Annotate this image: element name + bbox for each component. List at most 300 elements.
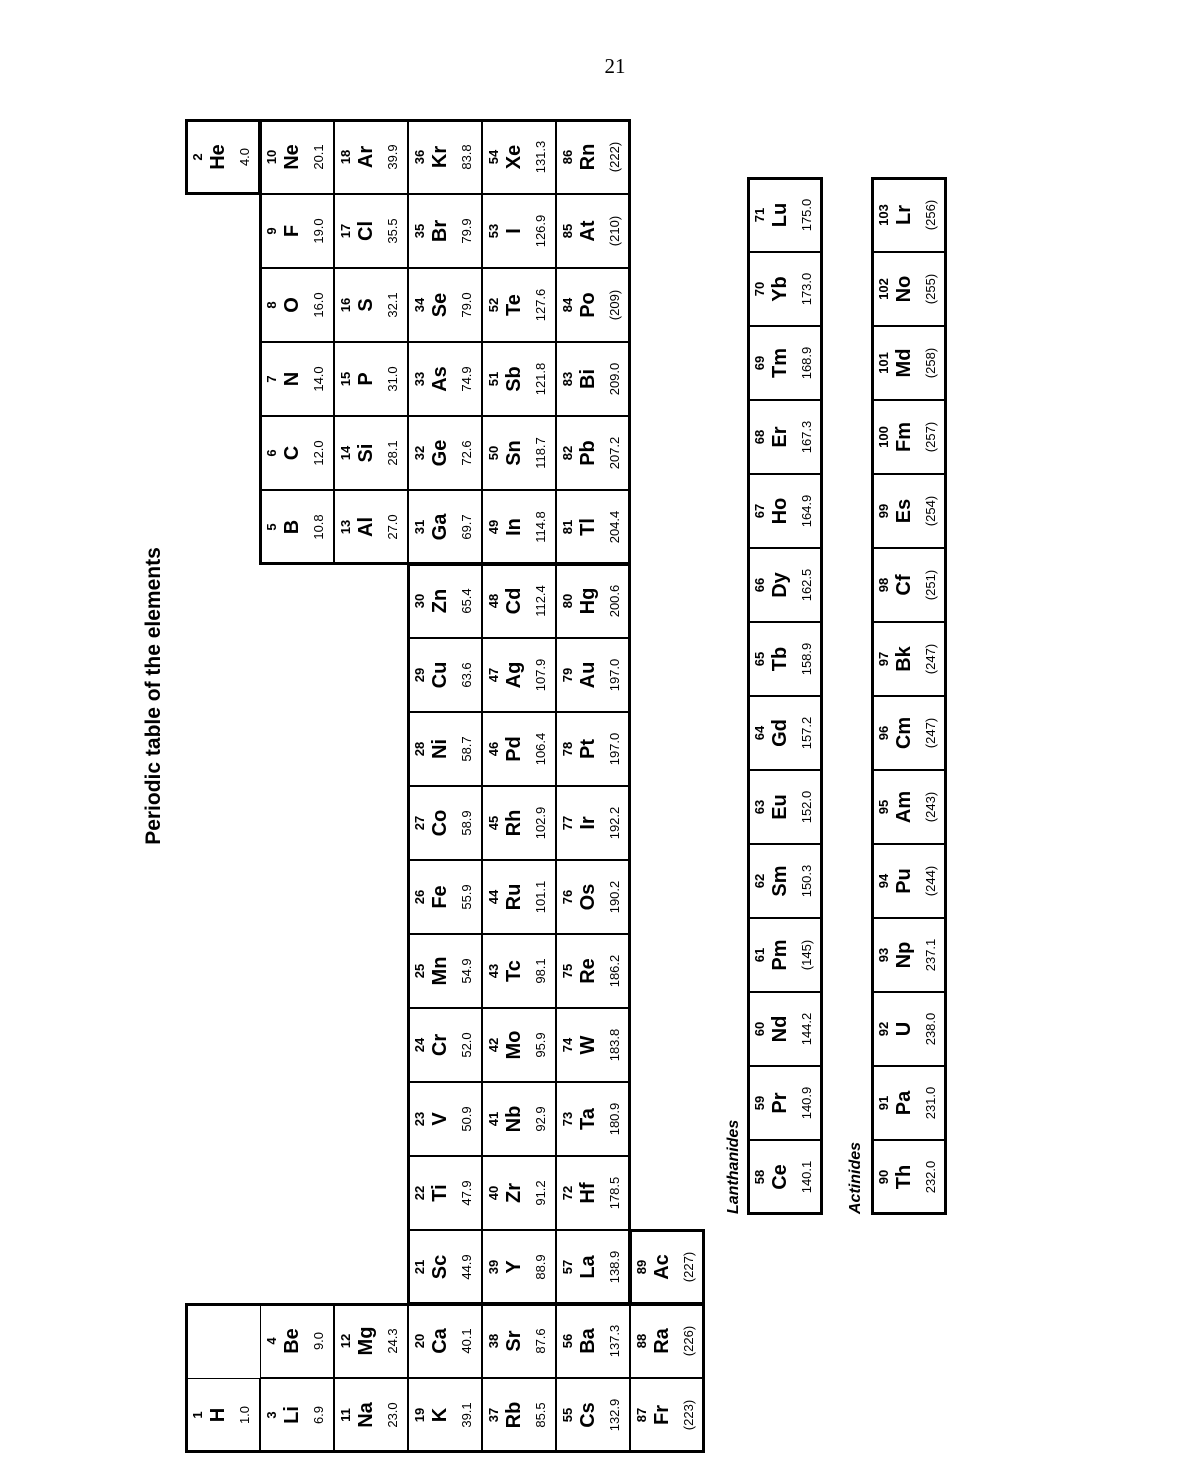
element-symbol: Er [769, 426, 791, 448]
element-symbol: Rn [577, 143, 599, 171]
atomic-mass: 138.9 [607, 1250, 622, 1284]
atomic-mass: (251) [923, 569, 938, 601]
element-cell-ir [556, 786, 630, 860]
atomic-number: 8 [264, 301, 279, 309]
atomic-number: 100 [876, 426, 891, 448]
atomic-number: 21 [412, 1259, 427, 1275]
element-cell-mg [334, 1304, 408, 1378]
atomic-number: 44 [486, 889, 501, 905]
element-cell-c [260, 416, 334, 490]
atomic-number: 35 [412, 223, 427, 239]
element-symbol: Ar [355, 145, 377, 169]
atomic-mass: 79.9 [459, 218, 474, 244]
atomic-mass: 107.9 [533, 658, 548, 692]
atomic-number: 76 [560, 889, 575, 905]
element-cell-he [186, 120, 260, 194]
element-cell-in [482, 490, 556, 564]
atomic-number: 63 [752, 799, 767, 815]
element-cell-ar [334, 120, 408, 194]
element-cell-mo [482, 1008, 556, 1082]
atomic-mass: 232.0 [923, 1160, 938, 1194]
element-symbol: Bk [893, 646, 915, 672]
element-cell-fm [872, 400, 946, 474]
element-cell-al [334, 490, 408, 564]
atomic-number: 27 [412, 815, 427, 831]
element-cell-rh [482, 786, 556, 860]
element-symbol: V [429, 1112, 451, 1126]
atomic-number: 9 [264, 227, 279, 235]
atomic-number: 102 [876, 278, 891, 300]
element-cell-pr [748, 1066, 822, 1140]
element-symbol: Br [429, 219, 451, 243]
atomic-mass: 126.9 [533, 214, 548, 248]
element-symbol: Se [429, 292, 451, 318]
element-symbol: Rb [503, 1401, 525, 1429]
element-cell-v [408, 1082, 482, 1156]
element-symbol: As [429, 366, 451, 392]
atomic-mass: (226) [681, 1325, 696, 1357]
element-symbol: Ni [429, 739, 451, 759]
element-symbol: Sb [503, 366, 525, 392]
element-symbol: N [281, 371, 303, 387]
atomic-number: 43 [486, 963, 501, 979]
atomic-mass: 204.4 [607, 510, 622, 544]
page-number: 21 [604, 54, 626, 78]
atomic-number: 95 [876, 799, 891, 815]
element-symbol: I [503, 228, 525, 234]
element-cell-ho [748, 474, 822, 548]
atomic-number: 34 [412, 297, 427, 313]
atomic-mass: 157.2 [799, 716, 814, 750]
atomic-mass: 24.3 [385, 1328, 400, 1354]
atomic-number: 1 [190, 1411, 205, 1419]
element-symbol: Cm [893, 716, 915, 750]
element-symbol: Cd [503, 587, 525, 615]
element-symbol: Hf [577, 1182, 599, 1204]
element-cell-na [334, 1378, 408, 1452]
atomic-number: 74 [560, 1037, 575, 1053]
element-symbol: Ge [429, 439, 451, 467]
atomic-number: 19 [412, 1407, 427, 1423]
element-cell-ti [408, 1156, 482, 1230]
atomic-mass: 55.9 [459, 884, 474, 910]
element-cell-li [260, 1378, 334, 1452]
atomic-number: 67 [752, 503, 767, 519]
element-cell-sn [482, 416, 556, 490]
element-cell-kr [408, 120, 482, 194]
atomic-mass: 162.5 [799, 568, 814, 602]
element-cell-po [556, 268, 630, 342]
atomic-mass: 14.0 [311, 366, 326, 392]
element-cell-hg [556, 564, 630, 638]
element-symbol: Nd [769, 1015, 791, 1043]
element-symbol: Ta [577, 1108, 599, 1130]
element-symbol: Np [893, 941, 915, 969]
element-cell-pd [482, 712, 556, 786]
atomic-number: 60 [752, 1021, 767, 1037]
element-symbol: Kr [429, 145, 451, 169]
lanthanides-label: Lanthanides [725, 1119, 742, 1214]
element-symbol: C [281, 445, 303, 461]
element-symbol: Ac [651, 1254, 673, 1280]
element-symbol: Hg [577, 587, 599, 615]
atomic-number: 94 [876, 873, 891, 889]
element-symbol: Lr [893, 205, 915, 225]
element-symbol: Yb [769, 276, 791, 302]
element-cell-eu [748, 770, 822, 844]
element-symbol: Pr [769, 1092, 791, 1114]
atomic-mass: 180.9 [607, 1102, 622, 1136]
atomic-number: 39 [486, 1259, 501, 1275]
atomic-mass: 192.2 [607, 806, 622, 840]
element-cell-nd [748, 992, 822, 1066]
atomic-mass: 10.8 [311, 514, 326, 540]
element-symbol: Li [281, 1406, 303, 1424]
atomic-mass: 132.9 [607, 1398, 622, 1432]
element-symbol: Rh [503, 809, 525, 837]
element-symbol: Es [893, 498, 915, 524]
atomic-mass: 231.0 [923, 1086, 938, 1120]
atomic-mass: 95.9 [533, 1032, 548, 1058]
atomic-number: 49 [486, 519, 501, 535]
element-cell-ca [408, 1304, 482, 1378]
element-symbol: Sm [769, 865, 791, 897]
atomic-mass: 52.0 [459, 1032, 474, 1058]
element-cell-hf [556, 1156, 630, 1230]
atomic-number: 80 [560, 593, 575, 609]
element-cell-o [260, 268, 334, 342]
atomic-number: 79 [560, 667, 575, 683]
element-cell-rn [556, 120, 630, 194]
element-cell-bk [872, 622, 946, 696]
atomic-number: 17 [338, 223, 353, 239]
element-symbol: Ga [429, 513, 451, 541]
atomic-number: 68 [752, 429, 767, 445]
atomic-number: 98 [876, 577, 891, 593]
element-cell-os [556, 860, 630, 934]
element-symbol: Fr [651, 1405, 673, 1425]
atomic-mass: 63.6 [459, 662, 474, 688]
atomic-number: 47 [486, 667, 501, 683]
element-symbol: Cl [355, 221, 377, 241]
element-symbol: K [429, 1407, 451, 1423]
atomic-mass: 112.4 [533, 585, 548, 617]
atomic-number: 29 [412, 667, 427, 683]
element-symbol: U [893, 1021, 915, 1037]
atomic-mass: 137.3 [607, 1324, 622, 1358]
atomic-mass: 6.9 [311, 1405, 326, 1425]
element-cell-w [556, 1008, 630, 1082]
element-symbol: Sc [429, 1254, 451, 1280]
element-cell-br [408, 194, 482, 268]
element-symbol: Ra [651, 1328, 673, 1354]
element-cell-pb [556, 416, 630, 490]
atomic-mass: 58.9 [459, 810, 474, 836]
element-cell-np [872, 918, 946, 992]
element-symbol: Ce [769, 1164, 791, 1190]
atomic-mass: 118.7 [533, 437, 548, 469]
atomic-mass: (254) [923, 495, 938, 527]
element-cell-sc [408, 1230, 482, 1304]
element-cell-cr [408, 1008, 482, 1082]
atomic-number: 69 [752, 355, 767, 371]
element-cell-no [872, 252, 946, 326]
atomic-mass: (222) [607, 141, 622, 173]
element-symbol: Dy [769, 572, 791, 598]
element-cell-la [556, 1230, 630, 1304]
atomic-number: 20 [412, 1333, 427, 1349]
element-cell-sm [748, 844, 822, 918]
atomic-number: 16 [338, 297, 353, 313]
atomic-mass: 178.5 [607, 1176, 622, 1210]
atomic-number: 28 [412, 741, 427, 757]
atomic-number: 52 [486, 297, 501, 313]
atomic-mass: 40.1 [459, 1328, 474, 1354]
element-symbol: Os [577, 883, 599, 911]
element-cell-se [408, 268, 482, 342]
atomic-mass: 92.9 [533, 1106, 548, 1132]
atomic-mass: 28.1 [385, 440, 400, 466]
atomic-number: 71 [752, 207, 767, 223]
element-cell-gd [748, 696, 822, 770]
element-cell-y [482, 1230, 556, 1304]
element-symbol: Cs [577, 1402, 599, 1428]
element-symbol: Na [355, 1402, 377, 1428]
atomic-mass: 54.9 [459, 958, 474, 984]
atomic-mass: 175.0 [799, 198, 814, 232]
element-symbol: Mg [355, 1326, 377, 1356]
element-symbol: Re [577, 958, 599, 984]
element-cell-te [482, 268, 556, 342]
element-cell-zr [482, 1156, 556, 1230]
atomic-number: 59 [752, 1095, 767, 1111]
element-cell-u [872, 992, 946, 1066]
element-symbol: Au [577, 661, 599, 689]
atomic-mass: 197.0 [607, 658, 622, 692]
element-cell-dy [748, 548, 822, 622]
element-cell-fr [630, 1378, 704, 1452]
atomic-mass: 31.0 [385, 366, 400, 392]
atomic-number: 11 [338, 1408, 353, 1422]
element-symbol: Nb [503, 1105, 525, 1133]
element-symbol: He [207, 144, 229, 170]
element-symbol: Pd [503, 736, 525, 762]
element-symbol: Te [503, 294, 525, 316]
atomic-number: 91 [876, 1095, 891, 1111]
element-symbol: Cu [429, 661, 451, 689]
element-cell-cf [872, 548, 946, 622]
element-symbol: Bi [577, 369, 599, 389]
atomic-number: 25 [412, 963, 427, 979]
atomic-number: 83 [560, 371, 575, 387]
page-title: Periodic table of the elements [142, 547, 165, 845]
element-symbol: W [577, 1035, 599, 1055]
element-symbol: Ba [577, 1328, 599, 1354]
atomic-mass: 20.1 [311, 144, 326, 170]
element-symbol: Eu [769, 794, 791, 820]
element-symbol: Ne [281, 144, 303, 170]
atomic-number: 56 [560, 1333, 575, 1349]
atomic-mass: (247) [923, 643, 938, 675]
atomic-number: 54 [486, 149, 501, 165]
atomic-mass: 39.1 [459, 1402, 474, 1428]
element-symbol: Am [893, 790, 915, 824]
atomic-number: 6 [264, 449, 279, 457]
element-symbol: Pu [893, 868, 915, 894]
element-cell-lr [872, 178, 946, 252]
atomic-number: 12 [338, 1333, 353, 1349]
atomic-mass: 101.1 [533, 880, 548, 914]
atomic-mass: 83.8 [459, 144, 474, 170]
element-symbol: Sr [503, 1330, 525, 1352]
atomic-mass: 237.1 [923, 938, 938, 972]
element-symbol: Fm [893, 422, 915, 452]
atomic-mass: 140.9 [799, 1086, 814, 1120]
element-cell-ru [482, 860, 556, 934]
atomic-number: 46 [486, 741, 501, 757]
atomic-number: 87 [634, 1407, 649, 1423]
element-symbol: Zn [429, 588, 451, 614]
atomic-number: 3 [264, 1411, 279, 1419]
element-symbol: Zr [503, 1183, 525, 1203]
element-cell-ba [556, 1304, 630, 1378]
element-cell-at [556, 194, 630, 268]
element-cell-ne [260, 120, 334, 194]
atomic-mass: (256) [923, 199, 938, 231]
atomic-mass: 87.6 [533, 1328, 548, 1354]
atomic-number: 90 [876, 1169, 891, 1185]
element-symbol: Ag [503, 661, 525, 689]
element-cell-fe [408, 860, 482, 934]
atomic-number: 36 [412, 149, 427, 165]
atomic-number: 48 [486, 593, 501, 609]
atomic-mass: (223) [681, 1399, 696, 1431]
atomic-number: 40 [486, 1185, 501, 1201]
element-cell-au [556, 638, 630, 712]
atomic-number: 41 [486, 1111, 501, 1127]
element-symbol: Tb [769, 646, 791, 672]
element-symbol: La [577, 1255, 599, 1279]
atomic-mass: (247) [923, 717, 938, 749]
element-symbol: Si [355, 443, 377, 463]
atomic-number: 82 [560, 445, 575, 461]
element-cell-pu [872, 844, 946, 918]
atomic-mass: 150.3 [799, 864, 814, 898]
atomic-number: 57 [560, 1259, 575, 1275]
atomic-mass: 32.1 [385, 292, 400, 318]
atomic-mass: 79.0 [459, 292, 474, 318]
atomic-number: 96 [876, 725, 891, 741]
atomic-mass: 209.0 [607, 362, 622, 396]
atomic-mass: 44.9 [459, 1254, 474, 1280]
atomic-mass: 152.0 [799, 790, 814, 824]
element-cell-sr [482, 1304, 556, 1378]
atomic-number: 37 [486, 1407, 501, 1423]
atomic-mass: 1.0 [237, 1405, 252, 1425]
atomic-mass: 4.0 [237, 147, 252, 167]
atomic-number: 75 [560, 963, 575, 979]
atomic-mass: 74.9 [459, 366, 474, 392]
atomic-number: 61 [752, 947, 767, 963]
element-symbol: F [281, 224, 303, 238]
element-symbol: At [577, 220, 599, 242]
element-cell-es [872, 474, 946, 548]
atomic-mass: 131.3 [533, 140, 548, 174]
atomic-mass: 19.0 [311, 218, 326, 244]
atomic-number: 42 [486, 1037, 501, 1053]
atomic-mass: 140.1 [799, 1160, 814, 1194]
element-cell-f [260, 194, 334, 268]
atomic-mass: 114.8 [533, 511, 548, 543]
element-cell-cs [556, 1378, 630, 1452]
atomic-mass: 197.0 [607, 732, 622, 766]
element-cell-am [872, 770, 946, 844]
element-cell-ag [482, 638, 556, 712]
atomic-mass: 167.3 [799, 420, 814, 454]
element-symbol: O [281, 297, 303, 313]
atomic-number: 33 [412, 371, 427, 387]
atomic-mass: 47.9 [459, 1180, 474, 1206]
element-symbol: P [355, 372, 377, 386]
element-cell-lu [748, 178, 822, 252]
atomic-mass: 58.7 [459, 736, 474, 762]
atomic-number: 45 [486, 815, 501, 831]
element-cell-ga [408, 490, 482, 564]
element-symbol: Pb [577, 440, 599, 466]
atomic-number: 70 [752, 281, 767, 297]
atomic-mass: 98.1 [533, 958, 548, 984]
element-cell-cu [408, 638, 482, 712]
element-cell-zn [408, 564, 482, 638]
element-symbol: Y [503, 1260, 525, 1274]
element-symbol: Cr [429, 1033, 451, 1057]
atomic-mass: 27.0 [385, 514, 400, 540]
atomic-number: 15 [338, 371, 353, 387]
atomic-mass: 69.7 [459, 514, 474, 540]
atomic-mass: 9.0 [311, 1331, 326, 1351]
element-cell-cd [482, 564, 556, 638]
element-symbol: In [503, 518, 525, 536]
atomic-number: 26 [412, 889, 427, 905]
element-symbol: Pm [769, 939, 791, 971]
element-symbol: Ti [429, 1184, 451, 1202]
atomic-number: 78 [560, 741, 575, 757]
element-symbol: Po [577, 292, 599, 318]
element-symbol: Gd [769, 719, 791, 747]
element-cell-si [334, 416, 408, 490]
element-cell-bi [556, 342, 630, 416]
atomic-number: 23 [412, 1111, 427, 1127]
atomic-number: 72 [560, 1185, 575, 1201]
atomic-number: 24 [412, 1037, 427, 1053]
element-cell-tm [748, 326, 822, 400]
atomic-number: 101 [876, 352, 891, 374]
element-cell-pm [748, 918, 822, 992]
element-symbol: Pa [893, 1090, 915, 1116]
element-cell-n [260, 342, 334, 416]
element-cell-ge [408, 416, 482, 490]
atomic-mass: 190.2 [607, 880, 622, 914]
atomic-mass: 164.9 [799, 494, 814, 528]
element-cell-mn [408, 934, 482, 1008]
atomic-mass: 39.9 [385, 144, 400, 170]
element-cell-h [186, 1378, 260, 1452]
atomic-number: 55 [560, 1407, 575, 1423]
element-cell-ni [408, 712, 482, 786]
element-cell-ac [630, 1230, 704, 1304]
atomic-mass: 50.9 [459, 1106, 474, 1132]
atomic-number: 32 [412, 445, 427, 461]
